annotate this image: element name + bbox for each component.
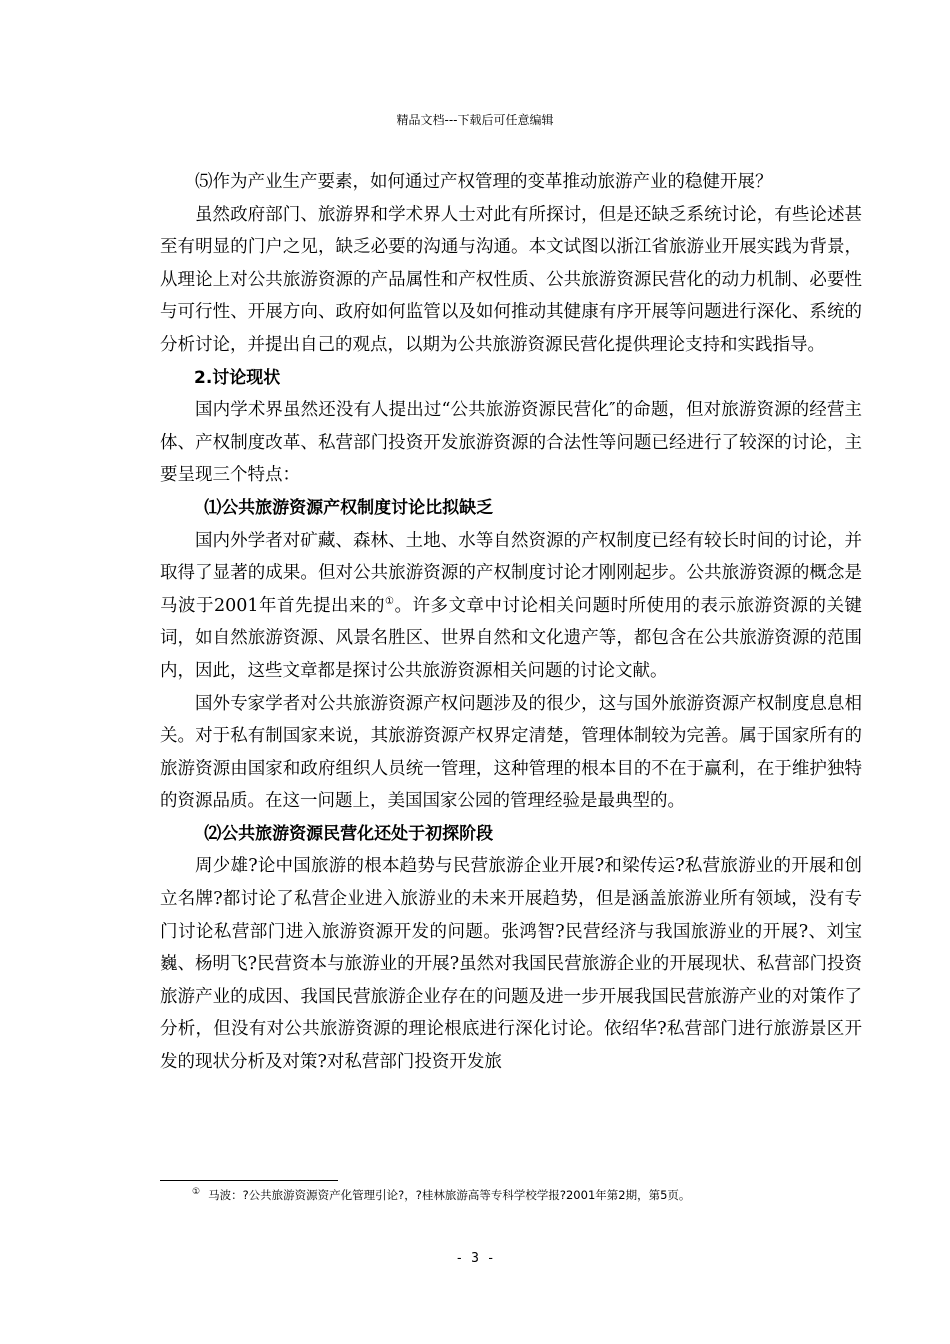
subheading-point-2: ⑵公共旅游资源民营化还处于初探阶段 <box>204 823 494 844</box>
paragraph-foreign-research: 国外专家学者对公共旅游资源产权问题涉及的很少，这与国外旅游资源产权制度息息相关。对于私有制国家来说，其旅游资源产权界定清楚，管理体制较为完善。属于国家所有的旅游资源由国家和政府组织人员统一管理，这种管理的根本目的不在于赢利，在于维护独特的资源品质。在这一问题上，美国国家公园的管理经验是最典型的。 <box>160 693 862 812</box>
body-text <box>160 166 862 1079</box>
page-number: - 3 - <box>455 1251 495 1266</box>
footnote <box>192 1187 690 1203</box>
footnote-mark: ① <box>192 1187 201 1198</box>
footnote-separator <box>160 1180 338 1181</box>
footnote-reference[interactable]: ① <box>385 595 395 607</box>
page-header: 精品文档---下载后可任意编辑 <box>396 113 554 127</box>
paragraph-intro: 虽然政府部门、旅游界和学术界人士对此有所探讨，但是还缺乏系统讨论，有些论述甚至有明显的门户之见，缺乏必要的沟通与沟通。本文试图以浙江省旅游业开展实践为背景，从理论上对公共旅游资源的产品属性和产权性质、公共旅游资源民营化的动力机制、必要性与可行性、开展方向、政府如何监管以及如何推动其健康有序开展等问题进行深化、系统的分析讨论，并提出自己的观点，以期为公共旅游资源民营化提供理论支持和实践指导。 <box>160 204 862 355</box>
paragraph-text-part: 。许多文章中讨论相关问题时所使用的表示旅游资源的关键词，如自然旅游资源、风景名胜区、世界自然和文化遗产等，都包含在公共旅游资源的范围内，因此，这些文章都是探讨公共旅游资源相关问题的讨论文献。 <box>160 595 862 681</box>
subheading-point-1: ⑴公共旅游资源产权制度讨论比拟缺乏 <box>204 497 494 518</box>
footnote-text: 马波：?公共旅游资源资产化管理引论?，?桂林旅游高等专科学校学报?2001年第2期，第5页。 <box>208 1188 691 1202</box>
paragraph-question-5: ⑸作为产业生产要素，如何通过产权管理的变革推动旅游产业的稳健开展？ <box>195 172 773 192</box>
section-heading-research-status: 2.讨论现状 <box>194 367 281 388</box>
paragraph-property-rights <box>160 525 862 688</box>
paragraph-text-part: 国内外学者对矿藏、森林、土地、水等自然资源的产权制度已经有较长时间的讨论，并取得了显著的成果。但对公共旅游资源的产权制度讨论才刚刚起步。公共旅游资源的概念是马波于2001年首先提出来的 <box>160 530 862 616</box>
paragraph-domestic-research: 国内学术界虽然还没有人提出过“公共旅游资源民营化″的命题，但对旅游资源的经营主体、产权制度改革、私营部门投资开发旅游资源的合法性等问题已经进行了较深的讨论，主要呈现三个特点： <box>160 400 862 486</box>
paragraph-privatization: 周少雄?论中国旅游的根本趋势与民营旅游企业开展?和梁传运?私营旅游业的开展和创立名牌?都讨论了私营企业进入旅游业的未来开展趋势，但是涵盖旅游业所有领域，没有专门讨论私营部门进入旅游资源开发的问题。张鸿智?民营经济与我国旅游业的开展?、刘宝巍、杨明飞?民营资本与旅游业的开展?虽然对我国民营旅游企业的开展现状、私营部门投资旅游产业的成因、我国民营旅游企业存在的问题及进一步开展我国民营旅游产业的对策作了分析，但没有对公共旅游资源的理论根底进行深化讨论。依绍华?私营部门进行旅游景区开发的现状分析及对策?对私营部门投资开发旅 <box>160 856 862 1073</box>
